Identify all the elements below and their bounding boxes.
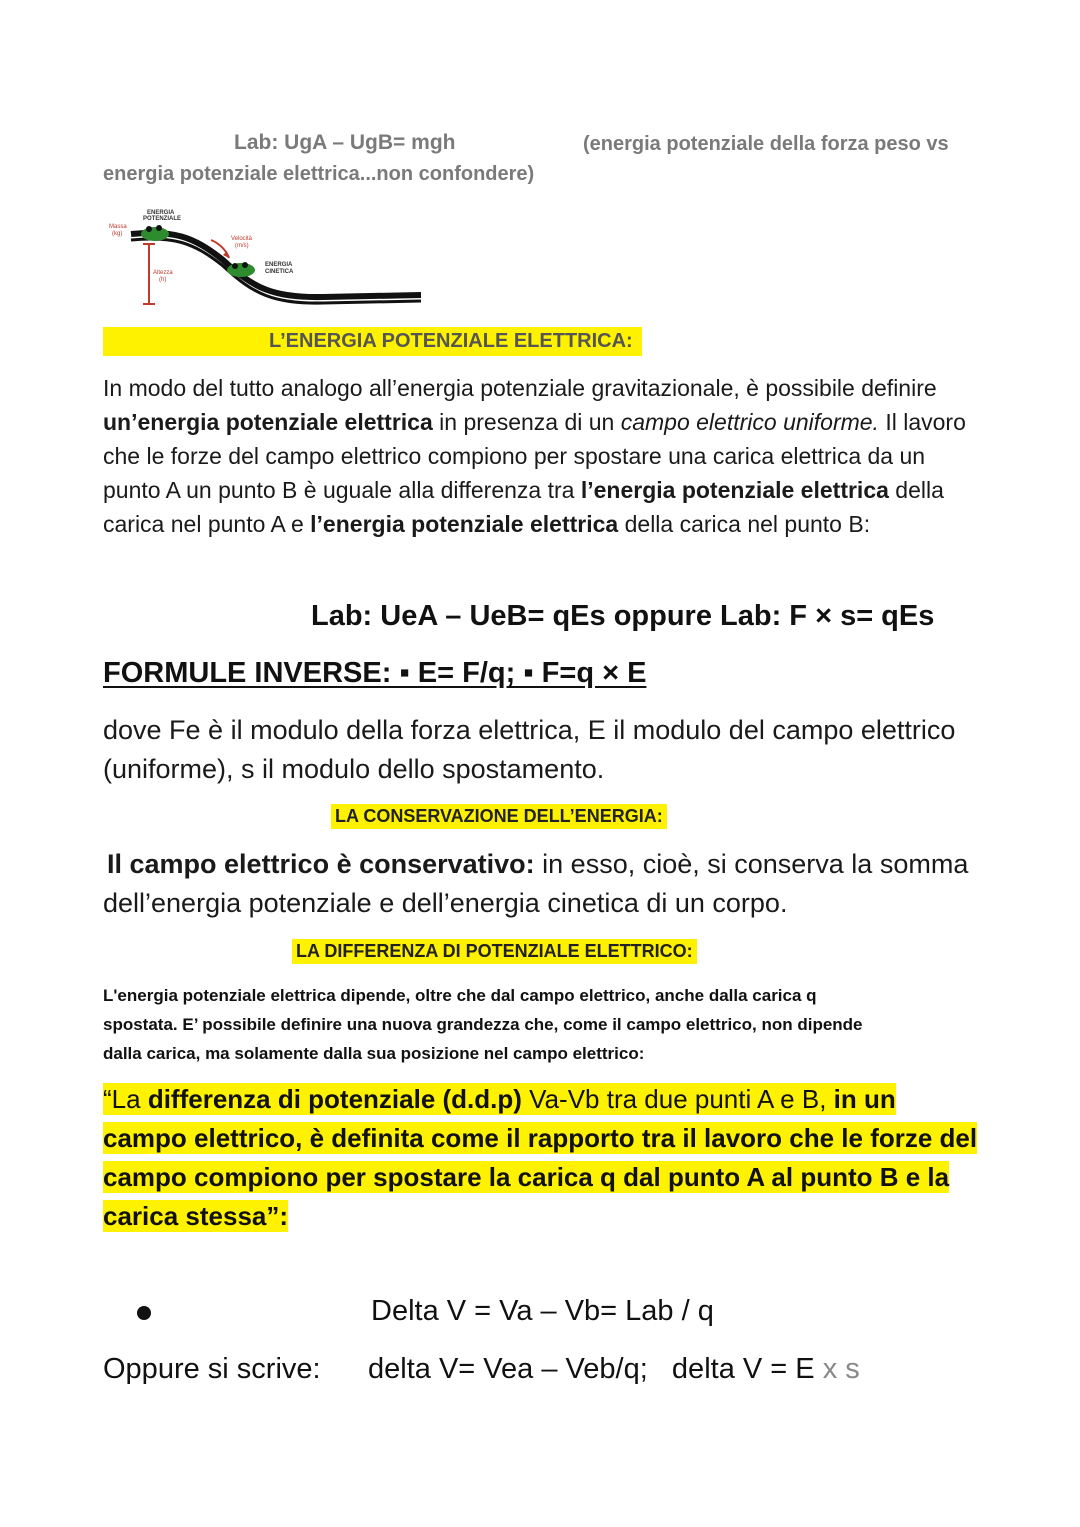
cart-top-icon [141,225,169,241]
oppure-formula: delta V= Vea – Veb/q; delta V = E x s [368,1353,860,1385]
label-energia: ENERGIA [147,210,175,216]
section3-heading: LA DIFFERENZA DI POTENZIALE ELETTRICO: [292,939,697,964]
main-formula: Lab: UeA – UeB= qEs oppure Lab: F × s= qEs [311,600,935,632]
section1-paragraph [103,371,1003,541]
section2-line1: Il campo elettrico è conservativo: in esso, cioè, si conserva la somma [107,849,969,879]
section3-paragraph [103,981,1003,1068]
inverse-formulas-title: FORMULE INVERSE: ▪ E= F/q; ▪ F=q × E [103,657,647,689]
label-velocita-unit: (m/s) [235,243,249,249]
label-massa: Massa [109,224,127,230]
section1-heading-bar [103,327,642,356]
label-potenziale: POTENZIALE [143,216,182,222]
section2-heading: LA CONSERVAZIONE DELL’ENERGIA: [331,804,667,829]
quote-line2: campo elettrico, è definita come il rapporto tra il lavoro che le forze del [103,1123,978,1153]
quote-block [103,1080,1003,1236]
label-altezza: Altezza [153,270,173,276]
quote-line3: campo compiono per spostare la carica q dal punto A al punto B e la [103,1162,950,1192]
p1-line-b: un’energia potenziale elettrica in presenza di un campo elettrico uniforme. Il lavoro [103,409,966,435]
quote-line1: “La differenza di potenziale (d.d.p) Va-Vb tra due punti A e B, in un [103,1084,896,1114]
s3-line2: spostata. E’ possibile definire una nuova grandezza che, come il campo elettrico, non dipende [103,1015,863,1034]
header-formula: Lab: UgA – UgB= mgh [234,131,456,154]
s3-line3: dalla carica, ma solamente dalla sua posizione nel campo elettrico: [103,1044,645,1063]
label-massa-unit: (kg) [112,231,123,237]
where-line-1: dove Fe è il modulo della forza elettrica, E il modulo del campo elettrico [103,715,956,745]
quote-line4: carica stessa”: [103,1201,289,1231]
delta-v-formula: Delta V = Va – Vb= Lab / q [371,1295,714,1327]
label-velocita: Velocità [231,236,253,242]
label-altezza-unit: (h) [159,277,167,283]
s3-line1: L'energia potenziale elettrica dipende, oltre che dal campo elettrico, anche dalla carica q [103,986,817,1005]
section2-line2: dell’energia potenziale e dell’energia cinetica di un corpo. [103,888,788,918]
label-cinetica-2: CINETICA [265,269,294,275]
header-note-line2: energia potenziale elettrica...non confondere) [103,163,535,185]
p1-line-a: In modo del tutto analogo all’energia potenziale gravitazionale, è possibile definire [103,375,937,401]
p1-line-e: carica nel punto A e l’energia potenziale elettrica della carica nel punto B: [103,511,871,537]
bullet-icon [137,1306,151,1320]
header-note-line1: (energia potenziale della forza peso vs [583,133,949,155]
p1-line-c: che le forze del campo elettrico compiono per spostare una carica elettrica da un [103,443,926,469]
oppure-formula-tail: x s [822,1353,860,1385]
oppure-label: Oppure si scrive: [103,1353,321,1385]
roller-coaster-diagram [103,200,425,308]
p1-line-d: punto A un punto B è uguale alla differenza tra l’energia potenziale elettrica della [103,477,944,503]
label-cinetica-1: ENERGIA [265,262,293,268]
where-line-2: (uniforme), s il modulo dello spostamento. [103,754,605,784]
section1-heading: L’ENERGIA POTENZIALE ELETTRICA: [269,330,633,352]
